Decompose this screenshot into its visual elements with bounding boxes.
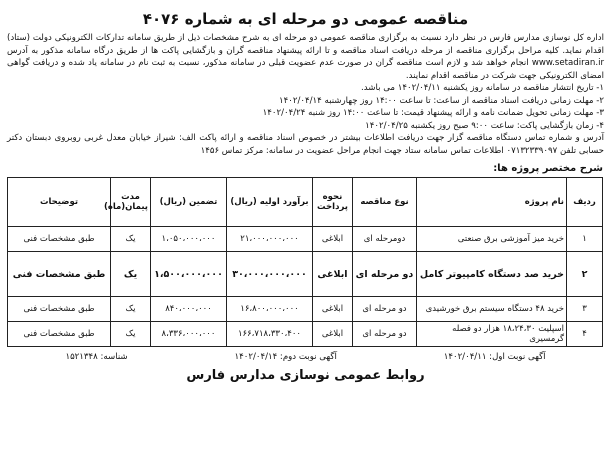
- cell-project-name: خرید میز آموزشی برق صنعتی: [417, 227, 567, 252]
- cell-duration: یک: [111, 227, 151, 252]
- cell-guarantee: ۸۴۰،۰۰۰،۰۰۰: [151, 297, 227, 322]
- cell-tender-type: دومرحله ای: [353, 227, 417, 252]
- cell-duration: یک: [111, 297, 151, 322]
- tender-notice: [4, 2, 607, 465]
- cell-row-number: ۴: [567, 322, 603, 347]
- cell-guarantee: ۸،۳۳۶،۰۰۰،۰۰۰: [151, 322, 227, 347]
- contact-paragraph: آدرس و شماره تماس دستگاه مناقصه گزار جهت دریافت اطلاعات بیشتر در خصوص اسناد مناقصه و ارائه پاکت الف: شیراز خیابان معدل غربی روبروی دبستان دکتر حسابی تلفن ۰۷۱۳۲۳۳۹۰۹۷ اطلاعات تماس سامانه ستاد جهت انجام مراحل عضویت در سامانه: مرکز تماس ۱۴۵۶: [7, 133, 604, 156]
- section-title: شرح مختصر پروژه ها:: [493, 163, 603, 175]
- second-ad-date: آگهی نوبت دوم: ۱۴۰۲/۰۴/۱۴: [234, 352, 337, 363]
- cell-project-name: خرید ۴۸ دستگاه سیستم برق خورشیدی: [417, 297, 567, 322]
- item-bid-deadline: ۳- مهلت زمانی تحویل ضمانت نامه و ارائه پیشنهاد قیمت: تا ساعت ۱۴:۰۰ روز شنبه ۱۴۰۲/۰۴/۲۴: [262, 108, 604, 119]
- cell-payment-method: ابلاغی: [313, 227, 353, 252]
- intro-paragraph: اداره کل نوسازی مدارس فارس در نظر دارد نسبت به برگزاری مناقصه عمومی دو مرحله ای به شرح مشخصات ذیل از طریق سامانه تدارکات الکترونیکی دولت (ستاد) اقدام نماید. کلیه مراحل برگزاری مناقصه از مرحله دریافت اسناد مناقصه و تا ارائه پیشنهاد مناقصه گران و بازگشایی پاکت ها از طریق درگاه سامانه مذکور به آدرس www.setadiran.ir انجام خواهد شد و لازم است مناقصه گران در صورت عدم عضویت قبلی در سامانه مذکور، نسبت به ثبت نام در سامانه یاد شده و دریافت گواهی امضای الکترونیکی جهت شرکت در مناقصه اقدام نمایند.: [7, 33, 604, 81]
- cell-initial-estimate: ۳۰،۰۰۰،۰۰۰،۰۰۰: [227, 252, 313, 297]
- cell-duration: یک: [111, 322, 151, 347]
- table-header-row: [8, 178, 603, 227]
- cell-payment-method: ابلاغی: [313, 322, 353, 347]
- first-ad-date: آگهی نوبت اول: ۱۴۰۲/۰۴/۱۱: [443, 352, 546, 363]
- cell-project-name: اسپلیت ۱۸،۲۴،۳۰ هزار دو فصله گرمسیری: [417, 322, 567, 347]
- cell-notes: طبق مشخصات فنی: [8, 227, 111, 252]
- header-initial-estimate: برآورد اولیه (ریال): [227, 178, 313, 227]
- table-row: [8, 297, 603, 322]
- publication-info: [12, 352, 599, 362]
- header-tender-type: نوع مناقصه: [353, 178, 417, 227]
- cell-row-number: ۳: [567, 297, 603, 322]
- item-publish-date: ۱- تاریخ انتشار مناقصه در سامانه روز یکشنبه ۱۴۰۲/۰۴/۱۱ می باشد.: [361, 83, 604, 94]
- cell-initial-estimate: ۲۱،۰۰۰،۰۰۰،۰۰۰: [227, 227, 313, 252]
- table-row: [8, 322, 603, 347]
- notice-title: مناقصه عمومی دو مرحله ای به شماره ۴۰۷۶: [142, 10, 469, 28]
- cell-row-number: ۱: [567, 227, 603, 252]
- cell-tender-type: دو مرحله ای: [353, 252, 417, 297]
- header-guarantee: تضمین (ریال): [151, 178, 227, 227]
- header-duration: مدت پیمان(ماه): [111, 178, 151, 227]
- notice-id: شناسه: ۱۵۲۱۳۴۸: [65, 352, 128, 363]
- cell-initial-estimate: ۱۶۶،۷۱۸،۳۳۰،۴۰۰: [227, 322, 313, 347]
- table-row: [8, 252, 603, 297]
- cell-project-name: خرید صد دستگاه کامپیوتر کامل: [417, 252, 567, 297]
- cell-guarantee: ۱،۵۰۰،۰۰۰،۰۰۰: [151, 252, 227, 297]
- cell-payment-method: ابلاغی: [313, 252, 353, 297]
- signature: روابط عمومی نوسازی مدارس فارس: [186, 368, 425, 384]
- cell-duration: یک: [111, 252, 151, 297]
- cell-payment-method: ابلاغی: [313, 297, 353, 322]
- cell-row-number: ۲: [567, 252, 603, 297]
- cell-initial-estimate: ۱۶،۸۰۰،۰۰۰،۰۰۰: [227, 297, 313, 322]
- header-row-number: ردیف: [567, 178, 603, 227]
- cell-notes: طبق مشخصات فنی: [8, 297, 111, 322]
- header-notes: توضیحات: [8, 178, 111, 227]
- cell-notes: طبق مشخصات فنی: [8, 322, 111, 347]
- table-row: [8, 227, 603, 252]
- cell-tender-type: دو مرحله ای: [353, 297, 417, 322]
- header-project-name: نام پروژه: [417, 178, 567, 227]
- item-opening-time: ۴- زمان بازگشایی پاکت: ساعت ۹:۰۰ صبح روز یکشنبه ۱۴۰۲/۰۴/۲۵: [365, 120, 604, 131]
- item-document-deadline: ۲- مهلت زمانی دریافت اسناد مناقصه از ساعت: تا ساعت ۱۴:۰۰ روز چهارشنبه ۱۴۰۲/۰۴/۱۴: [279, 95, 604, 106]
- projects-table: [7, 177, 603, 347]
- cell-tender-type: دو مرحله ای: [353, 322, 417, 347]
- header-payment-method: نحوه پرداخت: [313, 178, 353, 227]
- cell-guarantee: ۱،۰۵۰،۰۰۰،۰۰۰: [151, 227, 227, 252]
- cell-notes: طبق مشخصات فنی: [8, 252, 111, 297]
